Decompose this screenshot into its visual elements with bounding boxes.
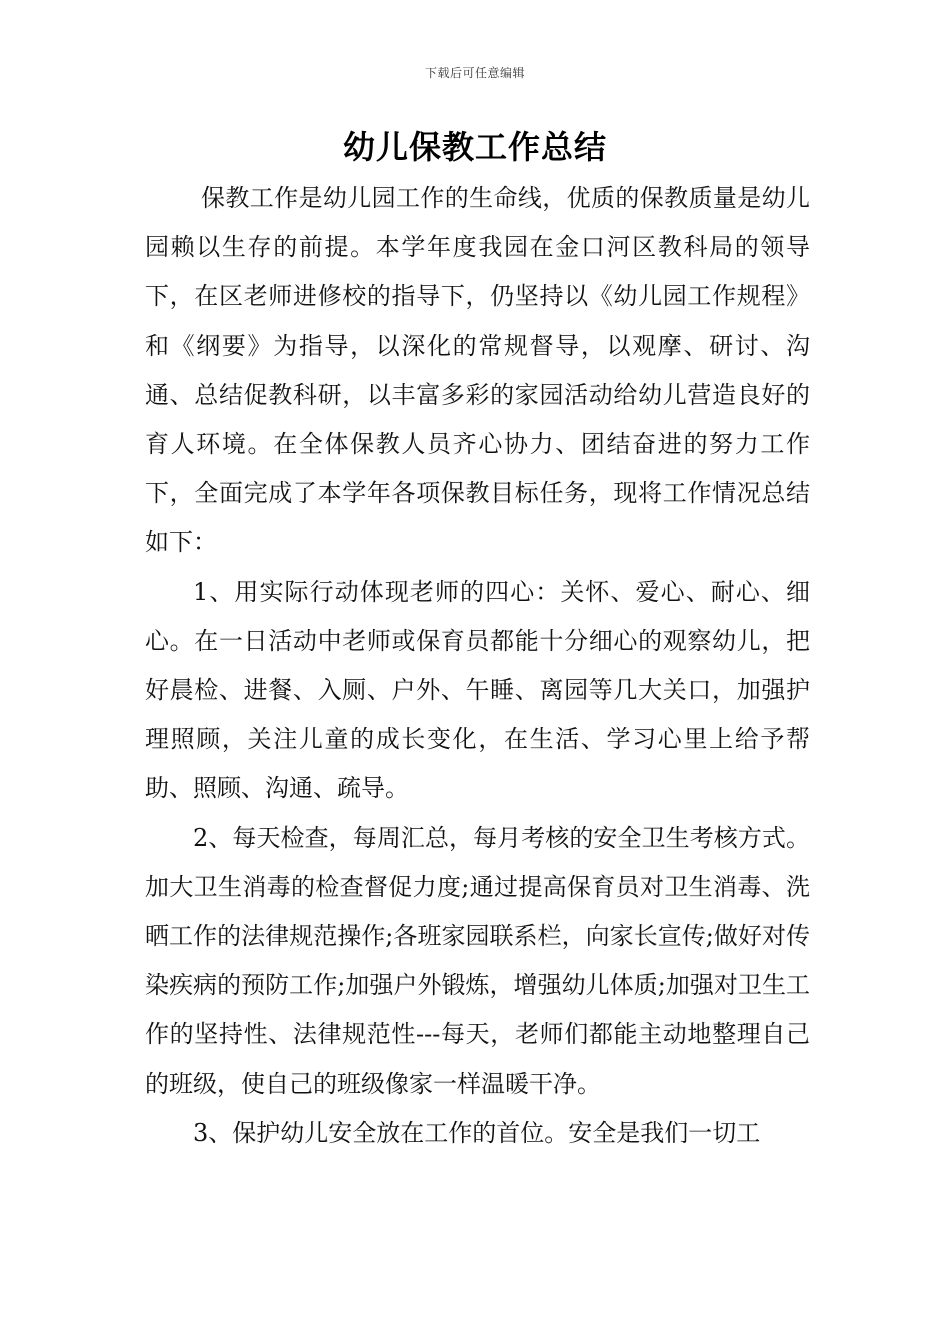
paragraph-intro: 保教工作是幼儿园工作的生命线，优质的保教质量是幼儿园赖以生存的前提。本学年度我园在金口河区教科局的领导下，在区老师进修校的指导下，仍坚持以《幼儿园工作规程》和《纲要》为指导，以深化的常规督导，以观摩、研讨、沟通、总结促教科研，以丰富多彩的家园活动给幼儿营造良好的育人环境。在全体保教人员齐心协力、团结奋进的努力工作下，全面完成了本学年各项保教目标任务，现将工作情况总结如下： — [145, 184, 810, 557]
paragraph-item-3: 3、保护幼儿安全放在工作的首位。安全是我们一切工 — [193, 1118, 761, 1147]
paragraph-item-2: 2、每天检查，每周汇总，每月考核的安全卫生考核方式。加大卫生消毒的检查督促力度;通过提高保育员对卫生消毒、洗晒工作的法律规范操作;各班家园联系栏，向家长宣传;做好对传染疾病的预防工作;加强户外锻炼，增强幼儿体质;加强对卫生工作的坚持性、法律规范性---每天，老师们都能主动地整理自己的班级，使自己的班级像家一样温暖干净。 — [145, 823, 810, 1098]
header-note: 下载后可任意编辑 — [424, 66, 525, 80]
document-body — [145, 174, 810, 1158]
paragraph-item-1: 1、用实际行动体现老师的四心：关怀、爱心、耐心、细心。在一日活动中老师或保育员都能十分细心的观察幼儿，把好晨检、进餐、入厕、户外、午睡、离园等几大关口，加强护理照顾，关注儿童的成长变化，在生活、学习心里上给予帮助、照顾、沟通、疏导。 — [145, 577, 810, 803]
page-title: 幼儿保教工作总结 — [342, 128, 607, 166]
